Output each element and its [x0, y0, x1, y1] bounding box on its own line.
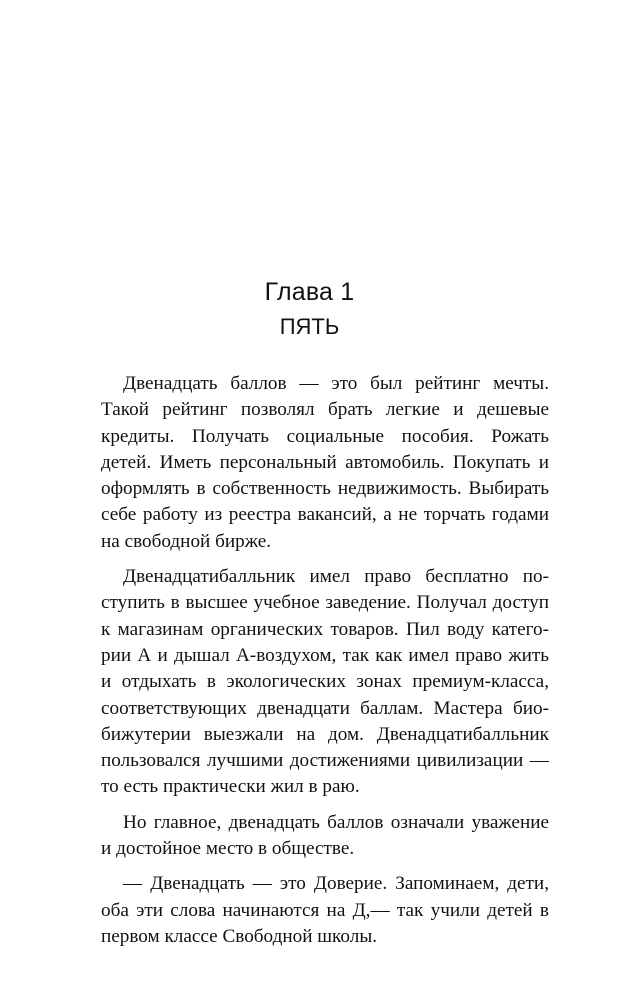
paragraph-2: Двенадцатибалльник имел право бесплатно поступить в высшее учебное заведение. Получал доступ к магазинам органических товаров. Пил воду категории А и дышал А-воздухом, так как имел право жить и отдыхать в экологических зонах премиум-класса, соответствующих двенадцати баллам. Мастера биобижутерии выезжали на дом. Двенадцатибалльник пользовался лучшими достижениями цивилизации — то есть практически жил в раю.	[101, 566, 549, 798]
chapter-body	[101, 371, 549, 959]
paragraph-4: — Двенадцать — это Доверие. Запоминаем, дети, оба эти слова начинаются на Д,— так учили детей в первом классе Свободной школы.	[101, 873, 549, 947]
chapter-title: Глава 1	[264, 278, 355, 306]
paragraph-3: Но главное, двенадцать баллов означали уважение и достойное место в обществе.	[101, 811, 549, 860]
paragraph-1: Двенадцать баллов — это был рейтинг мечты. Такой рейтинг позволял брать легкие и дешевые кредиты. Получать социальные пособия. Рожать детей. Иметь персональный автомобиль. Покупать и оформлять в собственность недвижимость. Выбирать себе работу из реестра вакансий, а не торчать годами на свободной бирже.	[101, 373, 549, 552]
chapter-subtitle: ПЯТЬ	[279, 314, 340, 339]
